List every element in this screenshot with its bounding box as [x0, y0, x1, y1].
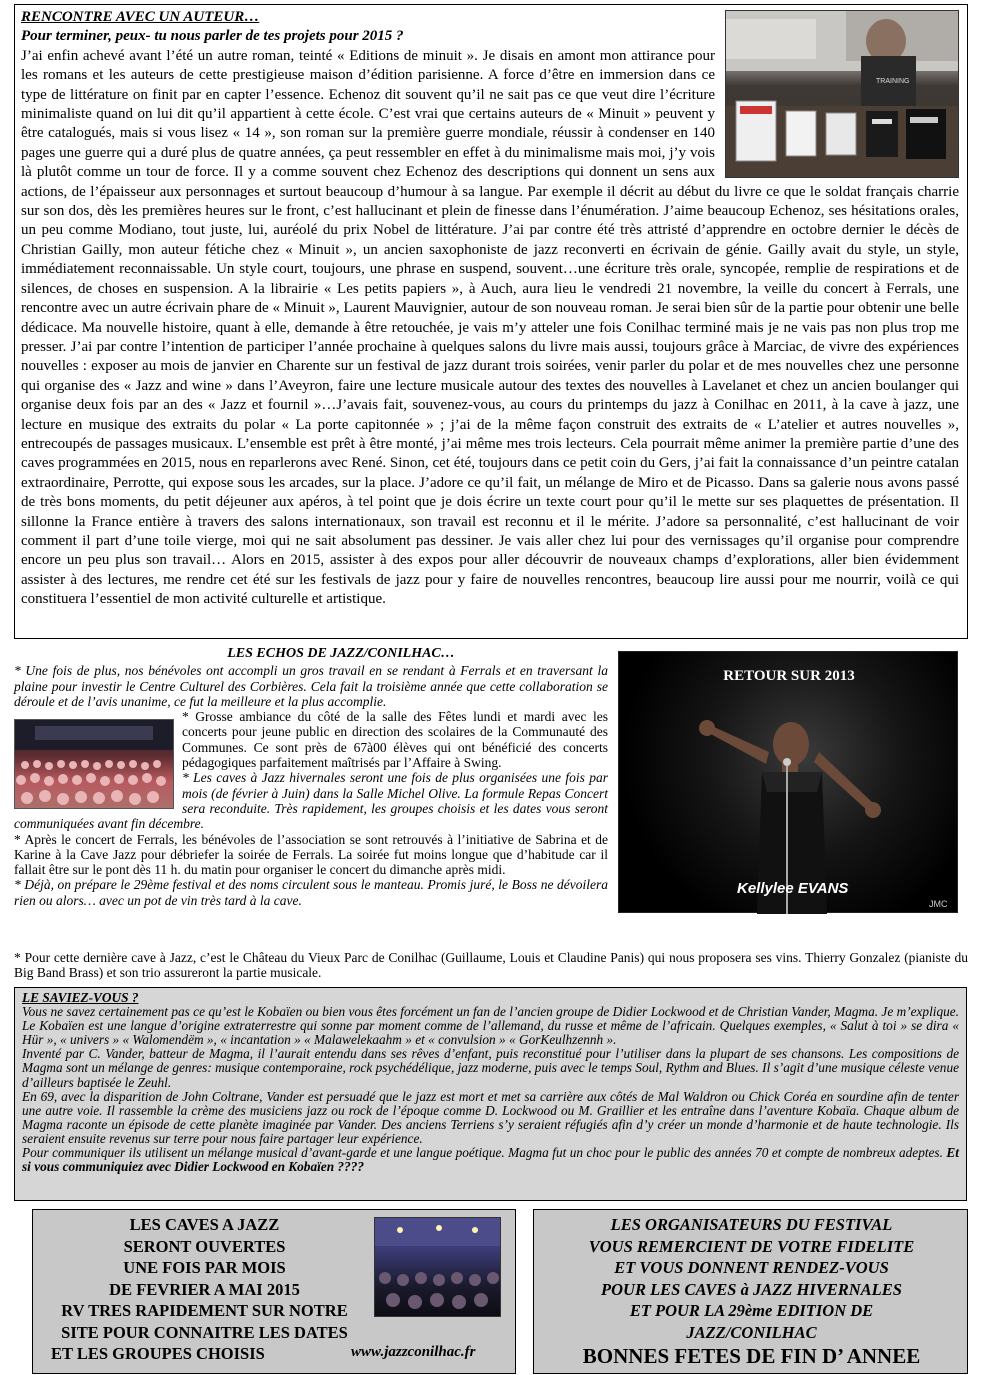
interview-question: Pour terminer, peux- tu nous parler de tes projets pour 2015 ? — [21, 28, 404, 45]
echos-section — [14, 646, 608, 948]
retour-credit: JMC — [929, 899, 948, 909]
saviez-paragraph-4 — [22, 1146, 959, 1174]
caves-line-6: SITE POUR CONNAITRE LES DATES — [61, 1322, 348, 1342]
cave-room-illustration — [375, 1218, 501, 1317]
caves-line-2: SERONT OUVERTES — [123, 1236, 286, 1256]
website-link[interactable]: www.jazzconilhac.fr — [351, 1344, 476, 1360]
retour-title: RETOUR SUR 2013 — [723, 668, 855, 684]
echos-title: LES ECHOS DE JAZZ/CONILHAC… — [227, 646, 455, 661]
echos-item-5: * Déjà, on prépare le 29ème festival et des noms circulent sous le manteau. Promis juré, le Boss ne dévoilera rien ou alors… avec un pot de vin très tard à la cave. — [14, 877, 608, 908]
caves-line-5: RV TRES RAPIDEMENT SUR NOTRE — [61, 1301, 348, 1320]
caves-line-4: DE FEVRIER A MAI 2015 — [109, 1279, 300, 1299]
book-stand-illustration — [726, 11, 958, 177]
saviez-vous-section — [14, 987, 967, 1201]
orga-greeting: BONNES FETES DE FIN D’ ANNEE — [582, 1344, 921, 1368]
echos-item-6: * Pour cette dernière cave à Jazz, c’est le Château du Vieux Parc de Conilhac (Guillaume, Louis et Claudine Panis) qui nous proposera ses vins. Thierry Gonzalez (pianiste du Big Band Brass) et son trio assureront la partie musicale. — [14, 950, 968, 981]
saviez-paragraph-4-text: Pour communiquer ils utilisent un mélange musical d’avant-garde et une langue poétique. Magma fut un choc pour le public des années 70 et compte de nombreux adeptes. — [22, 1145, 943, 1161]
caves-line-1: LES CAVES A JAZZ — [129, 1215, 280, 1234]
echos-item-4: * Après le concert de Ferrals, les bénévoles de l’association se sont retrouvés à l’initiative de Sabrina et de Karine à la Cave Jazz pour débriefer la soirée de Ferrals. La soirée fut moins longue que d’habitude car il fallait être sur le pont dès 11 h. du matin pour organiser le concert du dimanche après midi. — [14, 831, 608, 878]
interview-title: RENCONTRE AVEC UN AUTEUR… — [21, 9, 260, 25]
orga-line-1: LES ORGANISATEURS DU FESTIVAL — [610, 1215, 893, 1234]
book-stand-photo — [725, 10, 959, 178]
echos-item-3: * Les caves à Jazz hivernales seront une fois de plus organisées une fois par mois (de février à Juin) dans la Salle Michel Olive. La formule Repas Concert sera reconduite. Très rapidement, les groupes choisis et les dates vous seront communiquées avant fin décembre. — [14, 770, 608, 832]
saviez-paragraph-3: En 69, avec la disparition de John Coltrane, Vander est persuadé que le jazz est mort et met sa carrière aux côtés de Mal Waldron ou Chick Coréa en sourdine afin de tenter une autre voie. Il rassemble la crème des musiciens jazz ou rock de l’époque comme D. Lockwood ou M. Graillier et les entraîne dans l’aventure Kobaïa. Chaque album de Magma raconte un épisode de cette planète imaginée par Vander. Des anciens Terriens s’y seraient réfugiés afin d’y créer un monde d’harmonie et de haute technologie. Ils seraient ensuite revenus sur terre pour nous faire partager leur expérience. — [22, 1088, 959, 1146]
orga-line-6: JAZZ/CONILHAC — [686, 1322, 817, 1342]
saviez-paragraph-1: Vous ne savez certainement pas ce qu’est le Kobaïen ou bien vous êtes forcément un fan de l’ancien groupe de Didier Lockwood et de Christian Vander, Magma. Je m’explique. Le Kobaïen est une langue d’origine extraterrestre qui sonne par moment comme de l’allemand, du russe et même de l’africain. Quelques exemples, « Salut à toi » se dira « Hür », « univers » « Walomendëm », « incantation » « Malawelekaahm » et « convulsion » « GorKeulhzennh ». — [22, 1004, 959, 1048]
interview-body: J’ai enfin achevé avant l’été un autre roman, teinté « Editions de minuit ». Je disais en amont mon attirance pour les romans et les auteurs de cette prestigieuse maison d’édition parisienne. A force d’être en immersion dans ce type de littérature on finit par en capter l’essence. Echenoz dit souvent qu’il ne sait pas ce que veut dire l’écriture minimaliste quand on lui dit qu’il appartient à cette école. C’est vrai que certains auteurs de « Minuit » peuvent y être catalogués, mais si vous lisez « 14 », son roman sur la première guerre mondiale, réussir à condenser en 140 pages une guerre qui a duré plus de quatre années, ça peut ressembler en effet à du minimalisme mais moi, j’y vois là plutôt comme un tour de force. Il y a comme souvent chez Echenoz des descriptions qui donnent un sens aux actions, de l’épaisseur aux personnages et surtout beaucoup d’humour à sa langue. Par exemple il décrit au début du livre ce que le soldat français charrie sur son dos, dès les premières heures sur le front, c’est hallucinant et plein de finesse dans l’énumération. J’aime beaucoup Echenoz, ses hésitations orales, un peu comme Modiano, tout juste, lui, auréolé du prix Nobel de littérature. J’ai par contre été très attristé d’apprendre en octobre dernier le décès de Christian Gailly, mon auteur fétiche chez « Minuit », un ancien saxophoniste de jazz reconverti en écrivain de génie. Gailly avait du style, un style, immédiatement reconnaissable. Un style court, toujours, une phrase en suspend, souvent…une écriture très orale, syncopée, remplie de respirations et de silences, de choses en suspension. A la librairie « Les petits papiers », à Auch, aura lieu le vendredi 21 novembre, la veille du concert à Ferrals, une rencontre avec un autre écrivain phare de « Minuit », Laurent Mauvignier, autour de son nouveau roman. Je serai bien sûr de la partie pour obtenir une belle dédicace. Ma nouvelle histoire, quant à elle, demande à être retouchée, je vais m’y atteler une fois Conilhac terminé mais je ne vais pas non plus trop me presser. J’ai par contre l’intention de participer l’année prochaine à quelques salons du livre mais aussi, toujours grâce à Marciac, de vivre des expériences nouvelles : exposer au mois de janvier en Charente sur un festival de jazz durant trois soirées, venir parler du polar et de mes nouvelles chez une personne qui organise des « Jazz and wine » dans l’Aveyron, faire une lecture musicale autour des textes des nouvelles à Lavelanet et chez un ancien boulanger qui organise deux fois par an des « Jazz et fournil »…J’avais fait, souvenez-vous, au cours du printemps du jazz à Conilhac en 2011, à la cave à jazz, une lecture en musique des extraits du polar « La porte capitonnée » ; j’ai de la même façon construit des extraits de « L’atelier et autres nouvelles », entrecoupés de passages musicaux. L’ensemble est prêt à être monté, j’ai même mes trois lecteurs. Cela pourrait même animer la première partie d’une des caves programmées en 2015, nous en reparlerons avec René. Sinon, cet été, toujours dans ce petit coin du Gers, j’ai fait la connaissance d’un peintre catalan extraordinaire, Perrotte, qui expose sous les arcades, sur la place. J’adore ce qu’il fait, un mélange de Miro et de Picasso. Dans sa galerie nous avons passé de très bons moments, du petit déjeuner aux apéros, à tel point que je dois écrire un texte court pour qu’il le mette sur ses plaquettes de présentation. Il sillonne la France entière à travers des salons internationaux, son travail est reconnu et il le mérite. J’adore sa personnalité, c’est hallucinant de voir comment il part d’une toile vierge, moi qui ne sait absolument pas dessiner. Je vais aller chez lui pour des vernissages qu’il organise pour comprendre encore un peu plus son travail… Alors en 2015, assister à des expos pour aller découvrir de nouveaux champs d’explorations, aller bien évidemment assister à des lectures, me rendre cet été sur les festivals de jazz pour y faire de nouvelles rencontres, beaucoup lire aussi pour me nourrir, voilà ce qui constituera l’essentiel de mon activité culturelle et artistique. — [21, 47, 959, 608]
cave-concert-photo — [374, 1217, 501, 1317]
orga-line-4: POUR LES CAVES à JAZZ HIVERNALES — [601, 1279, 902, 1299]
school-concert-photo — [14, 719, 174, 809]
orga-line-5: ET POUR LA 29ème EDITION DE — [629, 1301, 874, 1321]
saviez-paragraph-4-bold: Et si vous communiquiez avec Didier Lockwood en Kobaïen ???? — [22, 1145, 959, 1175]
orga-line-2: VOUS REMERCIENT DE VOTRE FIDELITE — [588, 1236, 915, 1256]
echos-item-1: * Une fois de plus, nos bénévoles ont accompli un gros travail en se rendant à Ferrals et en traversant la plaine pour investir le Centre Culturel des Corbières. Cela fait la troisième année que cette collaboration se déroule et de l’avis unanime, ce fut la meilleure et la plus accomplie. — [14, 663, 608, 709]
organisers-thanks-box — [533, 1209, 968, 1374]
retour-photo-box — [618, 651, 958, 913]
caves-line-3: UNE FOIS PAR MOIS — [123, 1258, 286, 1278]
caves-announcement-box — [32, 1209, 516, 1374]
interview-section — [14, 4, 968, 639]
saviez-paragraph-2: Inventé par C. Vander, batteur de Magma, il l’aurait entendu dans ses rêves d’enfant, puis reconstitué pour l’utiliser dans la plupart de ses chansons. Les compositions de Magma sont un mélange de genres: musique contemporaine, rock psychédélique, jazz moderne, puis avec le temps Soul, Rythm and Blues. Il s’agit d’une musique céleste venue d’ailleurs baptisée le Zeuhl. — [22, 1046, 959, 1090]
caves-line-7: ET LES GROUPES CHOISIS — [51, 1344, 265, 1363]
photo-sign-training: TRAINING — [876, 78, 910, 85]
audience-illustration — [15, 720, 173, 808]
saviez-title: LE SAVIEZ-VOUS ? — [22, 990, 139, 1005]
singer-illustration — [619, 652, 959, 914]
orga-line-3: ET VOUS DONNENT RENDEZ-VOUS — [614, 1258, 889, 1278]
echos-item-2: * Grosse ambiance du côté de la salle des Fêtes lundi et mardi avec les concerts pour jeune public en direction des scolaires de la Communauté des Communes. Ce sont près de 67à00 élèves qui ont bénéficié des concerts pédagogiques parfaitement maîtrisés par l’Affaire à Swing. — [182, 709, 608, 771]
retour-caption: Kellylee EVANS — [737, 880, 849, 897]
